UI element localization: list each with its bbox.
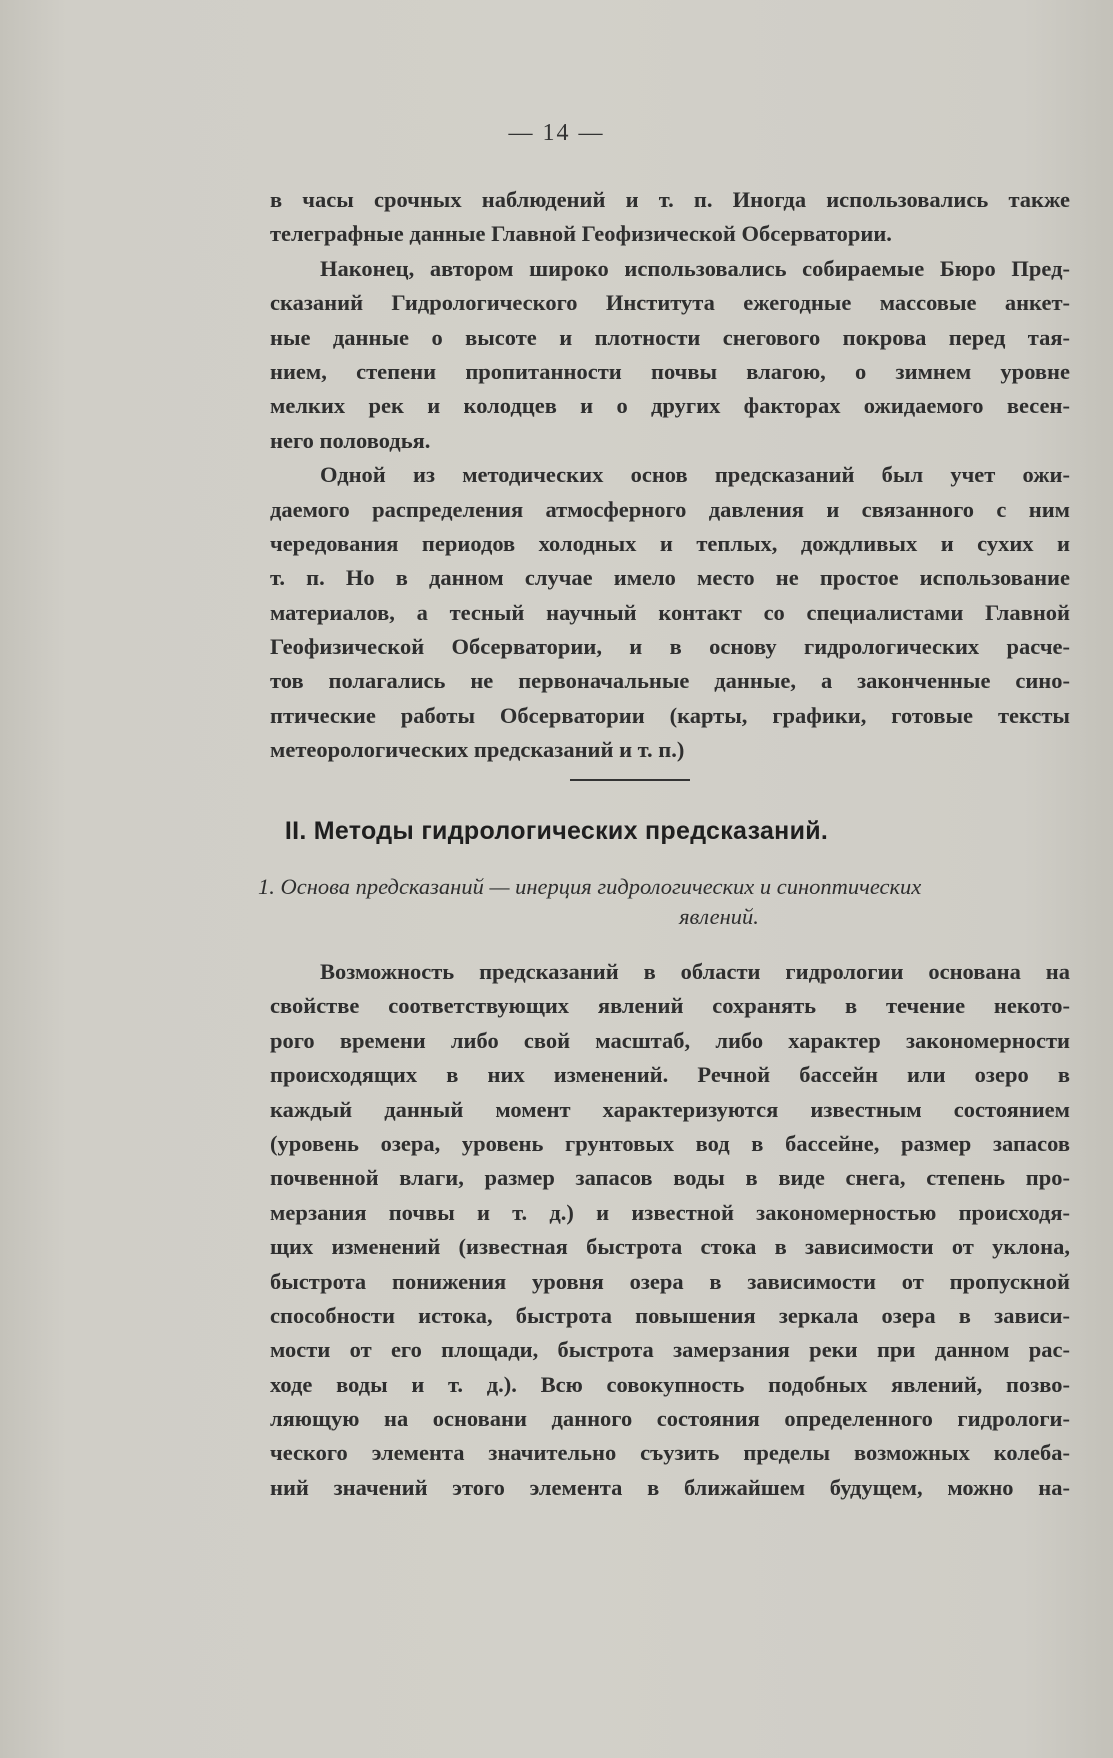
text-line: (уровень озера, уровень грунтовых вод в бассейне, размер запасов (270, 1130, 1070, 1156)
text-line: Геофизической Обсерватории, и в основу гидрологических расче- (270, 634, 1070, 660)
text-line: Наконец, автором широко использовались собираемые Бюро Пред- (320, 255, 1070, 281)
text-line: мости от его площади, быстрота замерзания реки при данном рас- (270, 1337, 1070, 1363)
text-line: каждый данный момент характеризуются известным состоянием (270, 1096, 1070, 1122)
text-line: почвенной влаги, размер запасов воды в виде снега, степень про- (270, 1165, 1070, 1191)
text-line: мелких рек и колодцев и о других факторах ожидаемого весен- (270, 393, 1070, 419)
text-line: телеграфные данные Главной Геофизической Обсерватории. (270, 221, 892, 247)
text-line: ходе воды и т. д.). Всю совокупность подобных явлений, позво- (270, 1371, 1070, 1397)
text-line: ний значений этого элемента в ближайшем будущем, можно на- (270, 1474, 1070, 1500)
paragraph-2 (270, 252, 1070, 458)
subsection-heading (258, 872, 1070, 932)
text-line: птические работы Обсерватории (карты, графики, готовые тексты (270, 702, 1070, 728)
section-divider (570, 779, 690, 781)
text-line: щих изменений (известная быстрота стока в зависимости от уклона, (270, 1234, 1070, 1260)
page-number: — 14 — (508, 120, 605, 146)
text-line: ляющую на основани данного состояния определенного гидрологи- (270, 1406, 1070, 1432)
paragraph-4 (270, 955, 1070, 1505)
text-line: сказаний Гидрологического Института ежегодные массовые анкет- (270, 290, 1070, 316)
text-line: материалов, а тесный научный контакт со специалистами Главной (270, 599, 1070, 625)
text-line: Одной из методических основ предсказаний был учет ожи- (320, 462, 1070, 488)
section-heading: II. Методы гидрологических предсказаний. (284, 817, 829, 845)
text-line: нием, степени пропитанности почвы влагою, о зимнем уровне (270, 358, 1070, 384)
text-line: свойстве соответствующих явлений сохранять в течение некото- (270, 993, 1070, 1019)
subheading-line: явлений. (679, 904, 759, 929)
text-line: Возможность предсказаний в области гидрологии основана на (320, 959, 1070, 984)
text-line: ческого элемента значительно съузить пределы возможных колеба- (270, 1440, 1070, 1466)
text-line: тов полагались не первоначальные данные, а законченные сино- (270, 668, 1070, 694)
text-line: мерзания почвы и т. д.) и известной закономерностью происходя- (270, 1199, 1070, 1225)
text-line: даемого распределения атмосферного давления и связанного с ним (270, 496, 1070, 522)
paragraph-3 (270, 458, 1070, 768)
text-line: чередования периодов холодных и теплых, дождливых и сухих и (270, 530, 1070, 556)
paragraph-1 (270, 183, 1070, 252)
text-line: в часы срочных наблюдений и т. п. Иногда использовались также (270, 187, 1070, 212)
subheading-line: 1. Основа предсказаний — инерция гидрологических и синоптических (258, 874, 922, 899)
text-line: ные данные о высоте и плотности снегового покрова перед тая- (270, 324, 1070, 350)
text-line: быстрота понижения уровня озера в зависимости от пропускной (270, 1268, 1070, 1294)
text-line: т. п. Но в данном случае имело место не простое использование (270, 565, 1070, 591)
text-line: него половодья. (270, 427, 431, 453)
text-line: метеорологических предсказаний и т. п.) (270, 737, 685, 763)
text-block-top (270, 183, 1070, 768)
text-line: происходящих в них изменений. Речной бассейн или озеро в (270, 1062, 1070, 1088)
text-line: рого времени либо свой масштаб, либо характер закономерности (270, 1027, 1070, 1053)
text-line: способности истока, быстрота повышения зеркала озера в зависи- (270, 1302, 1070, 1328)
